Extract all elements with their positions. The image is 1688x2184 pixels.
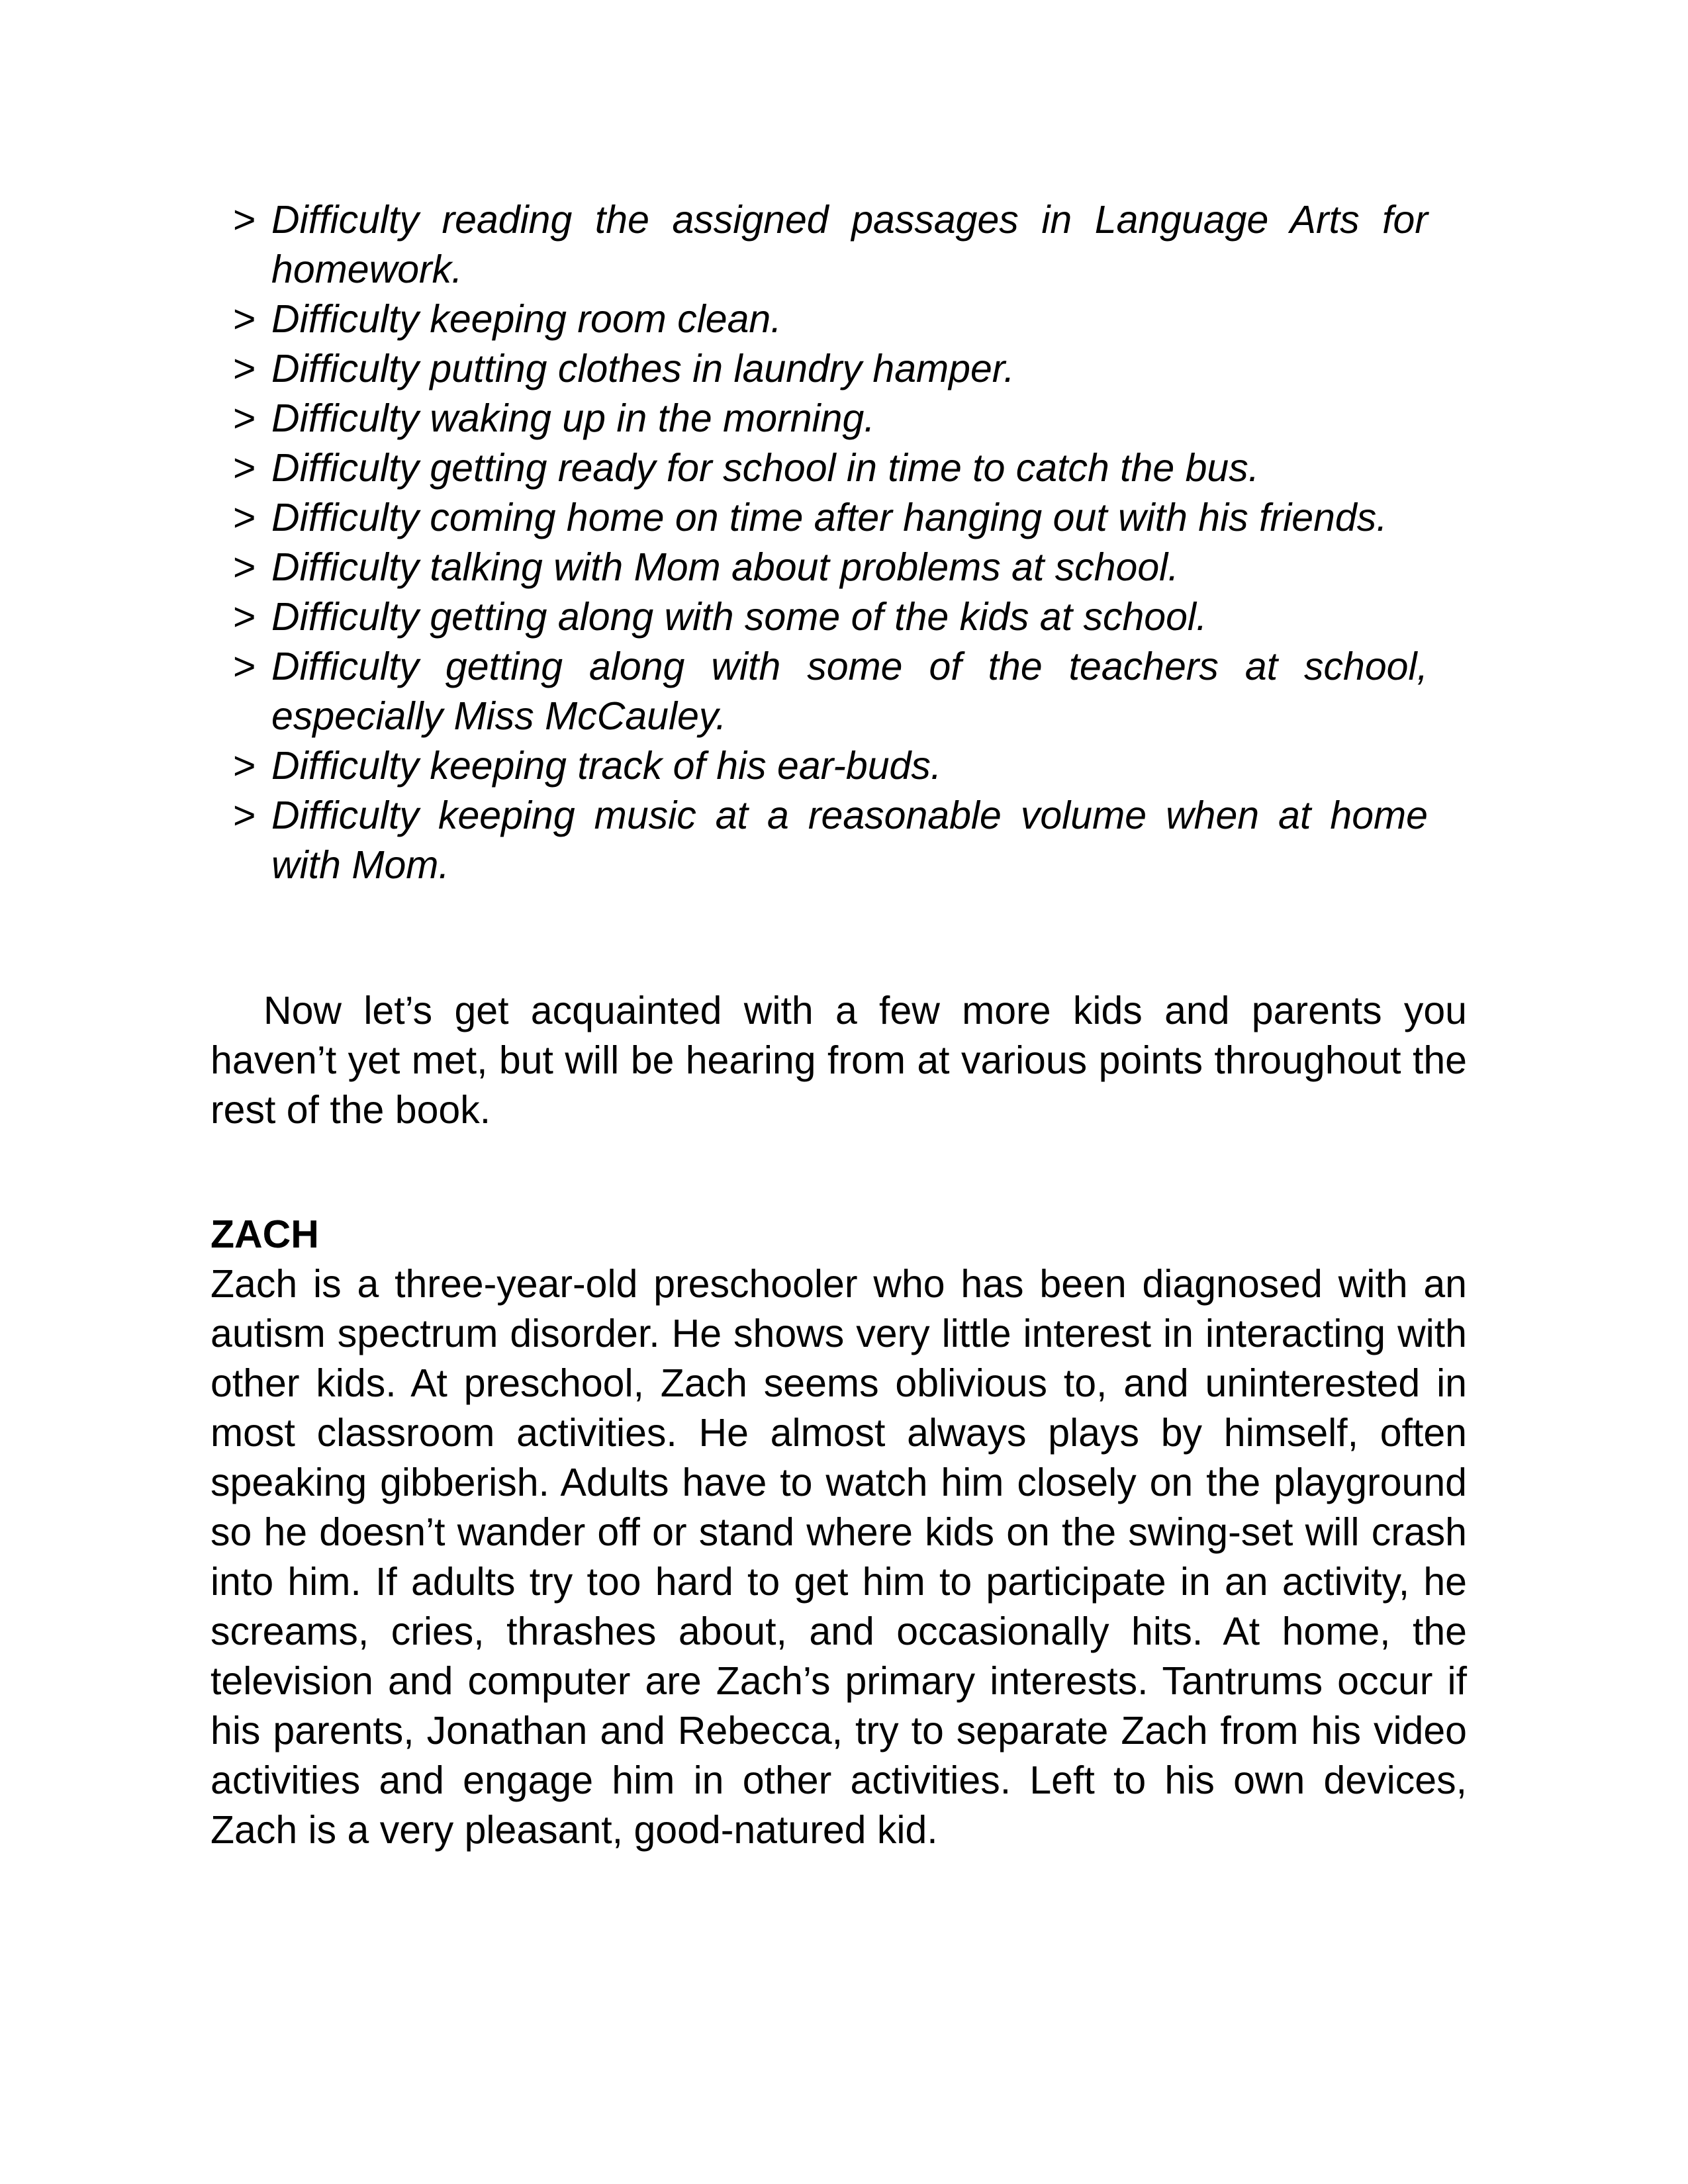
list-marker: > <box>233 198 256 242</box>
list-item <box>233 592 1428 642</box>
list-marker: > <box>233 496 256 539</box>
list-item <box>233 295 1428 344</box>
list-item <box>233 493 1428 543</box>
list-item <box>233 394 1428 443</box>
list-marker: > <box>233 645 256 688</box>
list-marker: > <box>233 396 256 440</box>
list-marker: > <box>233 545 256 589</box>
list-item <box>233 642 1428 741</box>
list-item-text: Difficulty getting along with some of the teachers at school, especially Miss McCauley. <box>271 645 1428 738</box>
list-item-text: Difficulty keeping track of his ear-buds. <box>271 744 942 788</box>
list-marker: > <box>233 794 256 837</box>
section-paragraph: Zach is a three-year-old preschooler who has been diagnosed with an autism spectrum disorder. He shows very little interest in interacting with other kids. At preschool, Zach seems oblivious to, and uninterested in most classroom activities. He almost always plays by himself, often speaking gibberish. Adults have to watch him closely on the playground so he doesn’t wander off or stand where kids on the swing-set will crash into him. If adults try too hard to get him to participate in an activity, he screams, cries, thrashes about, and occasionally hits. At home, the television and computer are Zach’s primary interests. Tantrums occur if his parents, Jonathan and Rebecca, try to separate Zach from his video activities and engage him in other activities. Left to his own devices, Zach is a very pleasant, good-natured kid. <box>211 1262 1467 1852</box>
list-marker: > <box>233 297 256 341</box>
list-marker: > <box>233 744 256 788</box>
list-item-text: Difficulty getting ready for school in time to catch the bus. <box>271 446 1260 490</box>
list-item-text: Difficulty keeping room clean. <box>271 297 782 341</box>
list-item-text: Difficulty getting along with some of the kids at school. <box>271 595 1207 639</box>
section-heading: ZACH <box>211 1212 319 1256</box>
list-item-text: Difficulty talking with Mom about problems at school. <box>271 545 1179 589</box>
list-item <box>233 741 1428 791</box>
list-item <box>233 443 1428 493</box>
list-item <box>233 791 1428 890</box>
list-item <box>233 344 1428 394</box>
list-item-text: Difficulty putting clothes in laundry hamper. <box>271 347 1015 390</box>
difficulty-list <box>233 195 1428 890</box>
intro-paragraph: Now let’s get acquainted with a few more kids and parents you haven’t yet met, but will be hearing from at various points throughout the rest of the book. <box>211 989 1467 1132</box>
list-marker: > <box>233 446 256 490</box>
list-item-text: Difficulty reading the assigned passages in Language Arts for homework. <box>271 198 1428 291</box>
list-item-text: Difficulty keeping music at a reasonable volume when at home with Mom. <box>271 794 1428 887</box>
list-item-text: Difficulty coming home on time after hanging out with his friends. <box>271 496 1387 539</box>
list-item <box>233 195 1428 295</box>
list-marker: > <box>233 347 256 390</box>
list-marker: > <box>233 595 256 639</box>
list-item-text: Difficulty waking up in the morning. <box>271 396 875 440</box>
list-item <box>233 543 1428 592</box>
